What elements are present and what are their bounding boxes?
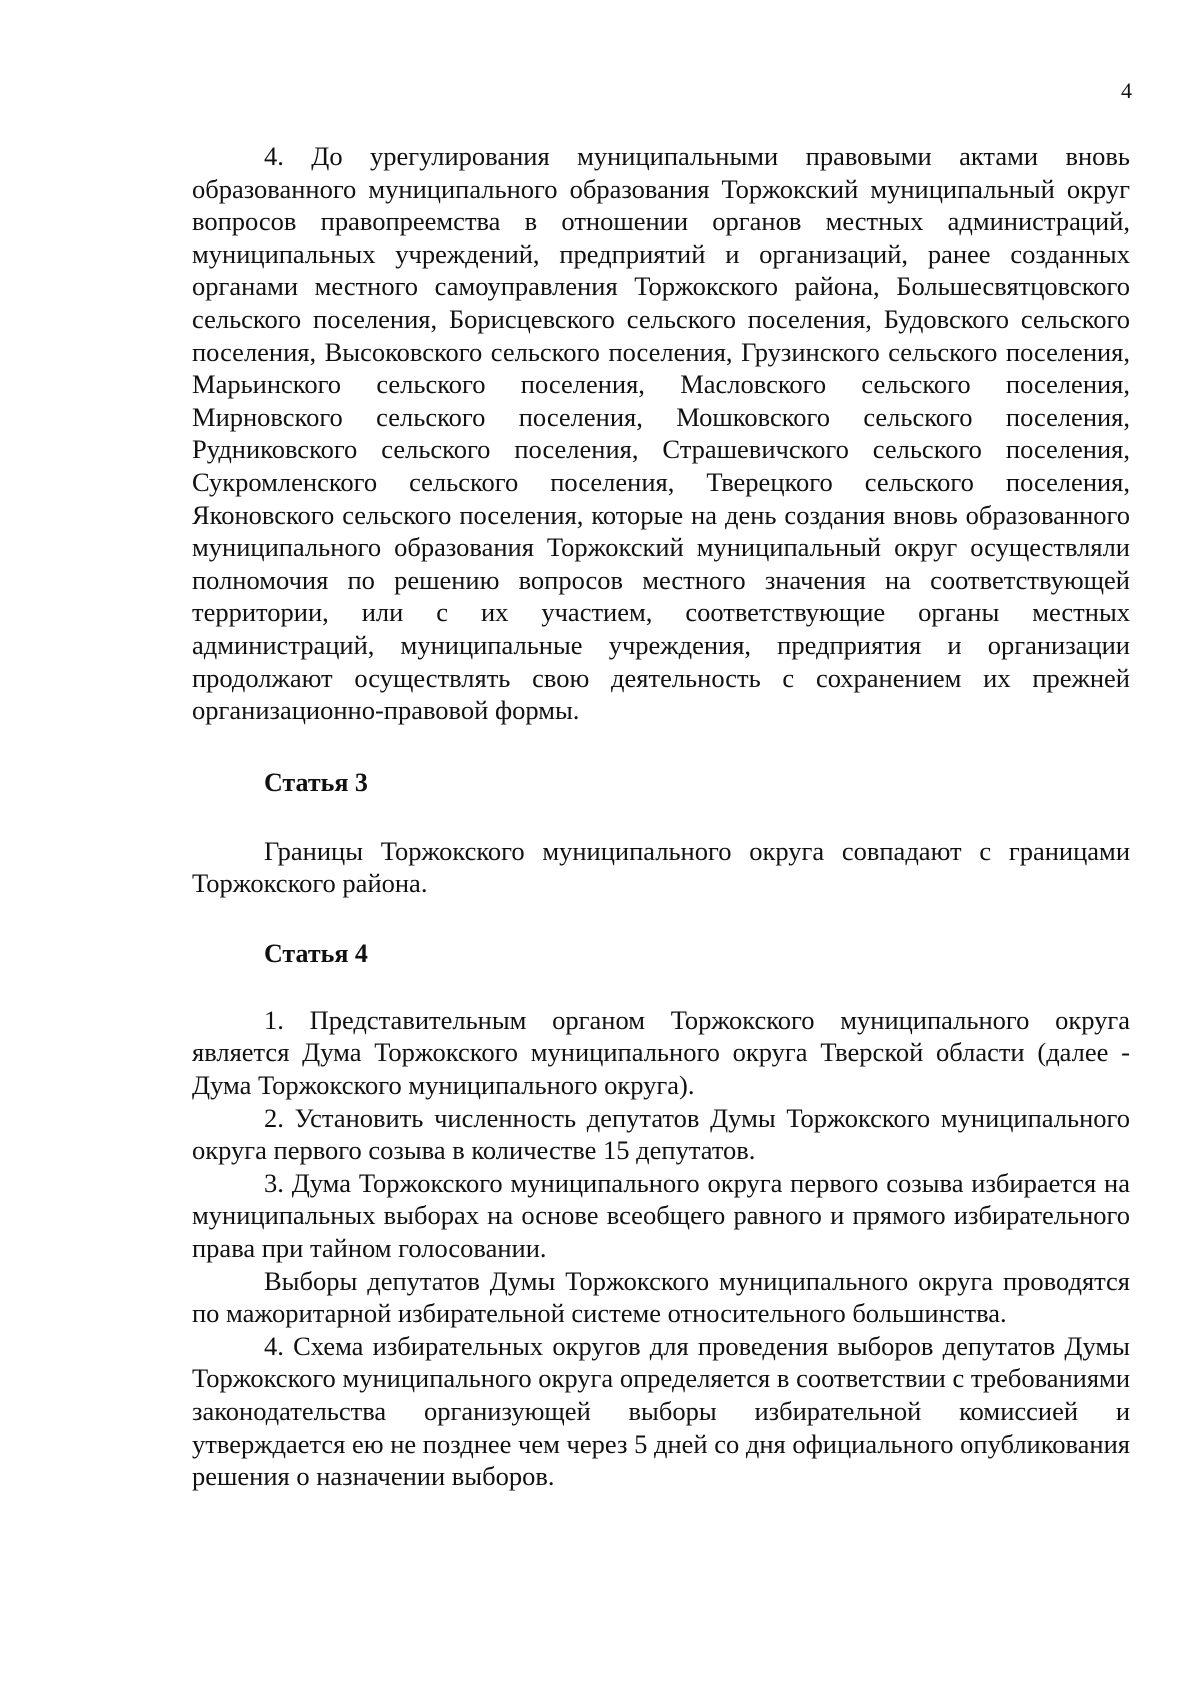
- article-3-paragraph: Границы Торжокского муниципального округа совпадают с границами Торжокского района.: [192, 835, 1130, 899]
- spacer: [192, 970, 1130, 1004]
- article-4-paragraph-3-continued: Выборы депутатов Думы Торжокского муниципального округа проводятся по мажоритарной избирательной системе относительного большинства.: [192, 1265, 1130, 1329]
- article-3-heading: Статья 3: [264, 767, 368, 797]
- article-4-paragraph-3: 3. Дума Торжокского муниципального округа первого созыва избирается на муниципальных выборах на основе всеобщего равного и прямого избирательного права при тайном голосовании.: [192, 1167, 1130, 1264]
- article-4-heading: Статья 4: [264, 938, 368, 968]
- article-4-paragraph-4: 4. Схема избирательных округов для проведения выборов депутатов Думы Торжокского муниципального округа определяется в соответствии с требованиями законодательства организующей выборы избирательной комиссией и утверждается ею не позднее чем через 5 дней со дня официального опубликования решения о назначении выборов.: [192, 1330, 1130, 1492]
- article-2-paragraph-4: 4. До урегулирования муниципальными правовыми актами вновь образованного муниципального образования Торжокский муниципальный округ вопросов правопреемства в отношении органов местных администраций, муниципальных учреждений, предприятий и организаций, ранее созданных органами местного самоуправления Торжокского района, Большесвятцовского сельского поселения, Борисцевского сельского поселения, Будовского сельского поселения, Высоковского сельского поселения, Грузинского сельского поселения, Марьинского сельского поселения, Масловского сельского поселения, Мирновского сельского поселения, Мошковского сельского поселения, Рудниковского сельского поселения, Страшевичского сельского поселения, Сукромленского сельского поселения, Тверецкого сельского поселения, Яконовского сельского поселения, которые на день создания вновь образованного муниципального образования Торжокский муниципальный округ осуществляли полномочия по решению вопросов местного значения на соответствующей территории, или с их участием, соответствующие органы местных администраций, муниципальные учреждения, предприятия и организации продолжают осуществлять свою деятельность с сохранением их прежней организационно-правовой формы.: [192, 141, 1130, 726]
- article-4-paragraph-1: 1. Представительным органом Торжокского муниципального округа является Дума Торжокского муниципального округа Тверской области (далее - Дума Торжокского муниципального округа).: [192, 1004, 1130, 1101]
- document-body: [192, 140, 1130, 1493]
- spacer: [192, 799, 1130, 835]
- article-4-paragraph-2: 2. Установить численность депутатов Думы Торжокского муниципального округа первого созыва в количестве 15 депутатов.: [192, 1102, 1130, 1166]
- spacer: [192, 900, 1130, 938]
- page-number: 4: [1121, 78, 1132, 103]
- spacer: [192, 727, 1130, 767]
